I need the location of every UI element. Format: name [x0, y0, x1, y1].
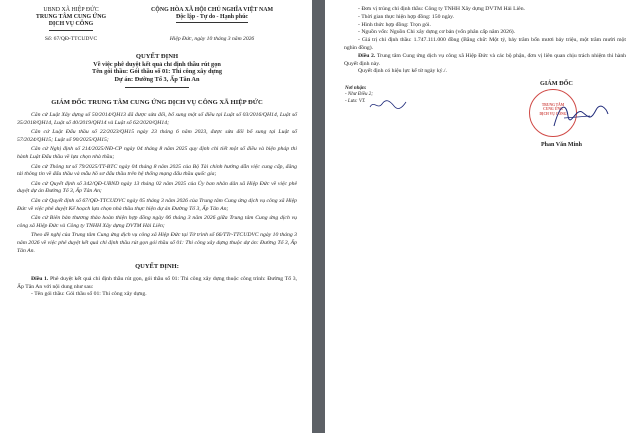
divider: [125, 87, 189, 88]
considerations: [17, 112, 297, 255]
document-header: [17, 7, 297, 31]
signer-title: GIÁM ĐỐC: [540, 80, 573, 88]
consideration-item: Căn cứ Thông tư số 79/2025/TT-BTC ngày 04 tháng 8 năm 2025 của Bộ Tài chính hướng dẫn việc cung cấp, đăng tải thông tin về đấu thầu và mẫu hồ sơ đấu thầu trên hệ thống mạng đấu thầu quốc gia;: [17, 163, 297, 178]
bullet-item: - Hình thức hợp đồng: Trọn gói.: [358, 21, 431, 28]
consideration-item: Căn cứ Quyết định số 67/QĐ-TTCUDVC ngày 05 tháng 3 năm 2026 của Trung tâm Cung ứng dịch vụ công xã Hiệp Đức về việc phê duyệt Kế hoạch lựa chọn nhà thầu thực hiện dự án Đường Tổ 3, Ấp Tân An;: [17, 197, 297, 212]
agency-name-line2: DỊCH VỤ CÔNG: [49, 21, 93, 30]
national-title: CỘNG HÒA XÃ HỘI CHỦ NGHĨA VIỆT NAM: [150, 7, 274, 13]
initial-signature: [368, 98, 408, 112]
handwritten-signature: [550, 98, 610, 134]
article-2: [344, 53, 626, 69]
decision-heading: QUYẾT ĐỊNH:: [135, 263, 179, 271]
article-1-text: Phê duyệt kết quả chỉ định thầu rút gọn, gói thầu số 01: Thi công xây dựng thuộc công trình: Đường Tổ 3, Ấp Tân An với nội dung như sau:: [17, 276, 298, 290]
article-2-text: Trung tâm Cung ứng dịch vụ công xã Hiệp Đức và các bộ phận, đơn vị liên quan chịu trách nhiệm thi hành Quyết định này.: [344, 52, 627, 67]
subtitle-line: Dự án: Đường Tổ 3, Ấp Tân An: [114, 76, 200, 84]
place-date: Hiệp Đức, ngày 10 tháng 3 năm 2026: [169, 35, 255, 42]
effect-statement: Quyết định có hiệu lực kể từ ngày ký./.: [358, 68, 447, 75]
consideration-item: Căn cứ Biên bản thương thảo hoàn thiện hợp đồng ngày 06 tháng 3 năm 2026 giữa Trung tâm Cung ứng dịch vụ công xã Hiệp Đức và Công ty TNHH Xây dựng DVTM Hải Liên;: [17, 215, 297, 229]
national-heading: [127, 7, 297, 31]
agency-name-line1: TRUNG TÂM CUNG ỨNG: [35, 14, 107, 21]
consideration-item: Căn cứ Nghị định số 214/2025/NĐ-CP ngày 04 tháng 8 năm 2025 quy định chi tiết một số điều và biện pháp thi hành Luật Đấu thầu về lựa chọn nhà thầu;: [17, 146, 297, 160]
stamp-text-line: DỊCH VỤ CÔNG: [539, 111, 567, 116]
document-page-2: [325, 0, 640, 433]
subtitle-line: Tên gói thầu: Gói thầu số 01: Thi công xây dựng: [92, 68, 222, 76]
signer-name: Phan Văn Minh: [541, 142, 582, 149]
bullet-item: - Tên gói thầu: Gói thầu số 01: Thi công xây dựng.: [31, 291, 147, 298]
consideration-item: Căn cứ Luật Xây dựng số 50/2014/QH13 đã được sửa đổi, bổ sung một số điều tại Luật số 03/2016/QH14, Luật số 35/2018/QH14, Luật số 40/2019/QH14 và Luật số 62/2020/QH14;: [17, 112, 297, 126]
stamp-text-line: CUNG ỨNG: [543, 107, 563, 112]
consideration-item: Theo đề nghị của Trung tâm Cung ứng dịch vụ công xã Hiệp Đức tại Tờ trình số 66/TTr-TTCUDVC ngày 10 tháng 3 năm 2026 về việc phê duyệt kết quả chỉ định thầu rút gọn gói thầu số 01: Thi công xây dựng thuộc dự án: Đường Tổ 3, Ấp Tân An.: [17, 232, 297, 254]
subtitle-line: Về việc phê duyệt kết quả chỉ định thầu rút gọn: [93, 60, 221, 68]
agency-block: [17, 7, 125, 31]
national-motto: Độc lập - Tự do - Hạnh phúc: [176, 14, 248, 23]
signature-block: [344, 76, 626, 236]
bullet-item: - Nguồn vốn: Nguồn Chi xây dựng cơ bản (vốn phân cấp năm 2026).: [358, 29, 516, 36]
recipients-label: Nơi nhận:: [345, 86, 367, 92]
consideration-item: Căn cứ Quyết định số 342/QĐ-UBND ngày 13 tháng 02 năm 2025 của Ủy ban nhân dân xã Hiệp Đức về việc phê duyệt dự án Đường Tổ 3, Ấp Tân An;: [17, 180, 297, 195]
recipient-item: - Như Điều 2;: [345, 92, 373, 98]
article-2-label: Điều 2.: [358, 52, 376, 59]
bullet-item: - Giá trị chỉ định thầu: 1.747.111.000 đồng (Bằng chữ: Một tỷ, bảy trăm bốn mươi bảy triệu, một trăm mười một nghìn đồng).: [344, 37, 626, 51]
article-1-label: Điều 1.: [31, 276, 49, 283]
parent-agency: UBND XÃ HIỆP ĐỨC: [43, 7, 99, 13]
article-1: [17, 276, 297, 291]
document-page-1: [0, 0, 312, 433]
recipient-item: - Lưu: VT.: [345, 98, 366, 104]
document-number: Số: 67/QĐ-TTCUDVC: [44, 35, 98, 42]
document-title: QUYẾT ĐỊNH: [135, 52, 179, 60]
consideration-item: Căn cứ Luật Đấu thầu số 22/2023/QH15 ngày 23 tháng 6 năm 2023, được sửa đổi bổ sung tại Luật số 57/2024/QH15; Luật số 90/2025/QH15;: [17, 129, 297, 143]
bullet-item: - Đơn vị trúng chỉ định thầu: Công ty TNHH Xây dựng DVTM Hải Liên.: [358, 6, 525, 12]
authority-heading: GIÁM ĐỐC TRUNG TÂM CUNG ỨNG DỊCH VỤ CÔNG XÃ HIỆP ĐỨC: [51, 99, 263, 106]
stamp-text-line: TRUNG TÂM: [541, 103, 565, 108]
bullet-item: - Thời gian thực hiện hợp đồng: 150 ngày.: [358, 13, 454, 20]
